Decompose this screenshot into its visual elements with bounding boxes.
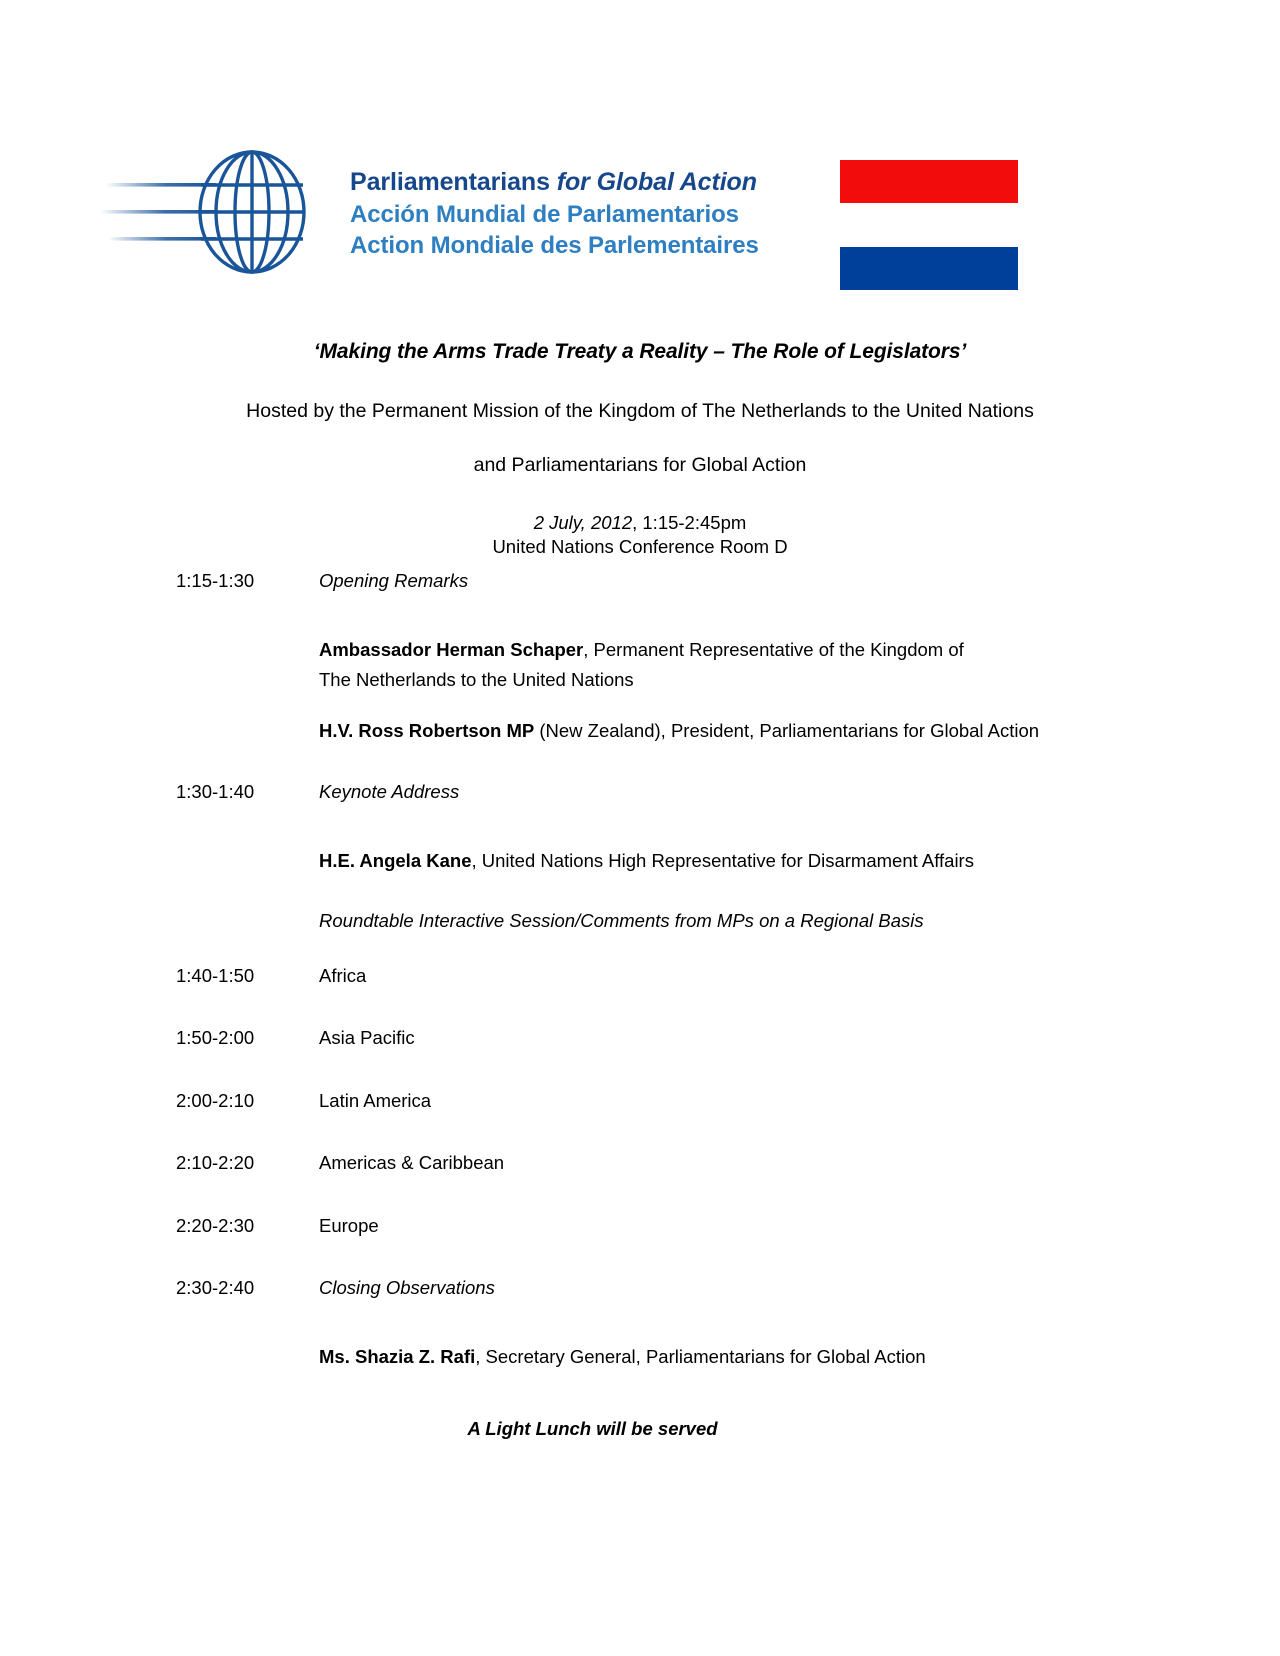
spacer [0,937,1280,967]
page-title: ‘Making the Arms Trade Treaty a Reality – The Role of Legislators’ [313,340,967,363]
flag-blue-stripe [840,247,1018,290]
agenda-time: 1:15-1:30 [176,570,255,591]
hosted-by-line-2: and Parliamentarians for Global Action [473,453,807,476]
speaker-title: , Permanent Representative of the Kingdom of [583,638,964,660]
agenda-time: 2:00-2:10 [176,1089,255,1111]
speaker-entry [319,716,1280,747]
event-time: , 1:15-2:45pm [632,512,747,533]
spacer [0,746,1280,783]
event-venue: United Nations Conference Room D [492,536,788,558]
event-date: 2 July, 2012 [533,512,633,533]
organization-logo [100,148,800,278]
spacer [0,802,1280,846]
org-name-french: Action Mondiale des Parlementaires [350,231,759,259]
speaker-name: H.V. Ross Robertson MP [319,719,535,741]
spacer [0,1110,1280,1154]
speaker-title-continued: The Netherlands to the United Nations [319,669,634,691]
agenda-label: Americas & Caribbean [319,1152,505,1174]
agenda-row [0,1279,1280,1298]
agenda-row [0,1214,1280,1236]
roundtable-heading: Roundtable Interactive Session/Comments from MPs on a Regional Basis [319,910,924,932]
speaker-title: (New Zealand), President, Parliamentarians for Global Action [534,719,1040,741]
spacer [0,1048,1280,1092]
org-name-spanish: Acción Mundial de Parlamentarios [350,200,739,228]
speaker-name: Ms. Shazia Z. Rafi [319,1345,476,1367]
speaker-name: H.E. Angela Kane [319,849,472,871]
agenda-row [0,964,1280,986]
speaker-title: , Secretary General, Parliamentarians for Global Action [475,1345,926,1367]
agenda-label: Opening Remarks [319,570,469,591]
agenda-row [0,572,1280,591]
flag-white-stripe [840,203,1018,246]
agenda-label: Latin America [319,1089,432,1111]
speaker-entry [319,635,1280,666]
spacer [0,1173,1280,1217]
org-name-english-plain: Parliamentarians [350,168,557,196]
spacer [0,1298,1280,1342]
title-block [0,340,1280,559]
agenda-time: 1:30-1:40 [176,781,255,803]
agenda-label: Europe [319,1214,379,1236]
agenda-list [0,572,1280,1440]
speaker-entry [319,1342,1280,1373]
agenda-row [0,1089,1280,1111]
org-name-english [350,166,759,199]
agenda-time: 1:50-2:00 [176,1027,255,1049]
letterhead [0,148,1280,308]
event-datetime [0,511,1280,535]
agenda-row [0,1029,1280,1048]
spacer [0,876,1280,906]
agenda-time: 2:30-2:40 [176,1277,255,1299]
agenda-time: 2:20-2:30 [176,1214,255,1236]
agenda-label: Keynote Address [319,781,460,803]
agenda-label: Africa [319,964,367,986]
agenda-label: Closing Observations [319,1277,495,1299]
speaker-name: Ambassador Herman Schaper [319,638,584,660]
lunch-note: A Light Lunch will be served [467,1418,718,1440]
hosted-by-line-1: Hosted by the Permanent Mission of the Kingdom of The Netherlands to the United Nations [246,400,1034,422]
agenda-time: 1:40-1:50 [176,964,255,986]
speaker-entry [319,846,1280,877]
spacer [0,696,1280,716]
globe-icon [100,148,330,276]
speaker-title: , United Nations High Representative for Disarmament Affairs [471,849,974,871]
agenda-label: Asia Pacific [319,1027,415,1049]
agenda-time: 2:10-2:20 [176,1152,255,1174]
agenda-row [0,1154,1280,1173]
agenda-row [0,783,1280,802]
flag-red-stripe [840,160,1018,203]
spacer [0,1235,1280,1279]
netherlands-flag [840,160,1018,290]
spacer [0,591,1280,635]
organization-name [350,166,759,261]
org-name-english-italic: for Global Action [556,168,757,196]
spacer [0,985,1280,1029]
